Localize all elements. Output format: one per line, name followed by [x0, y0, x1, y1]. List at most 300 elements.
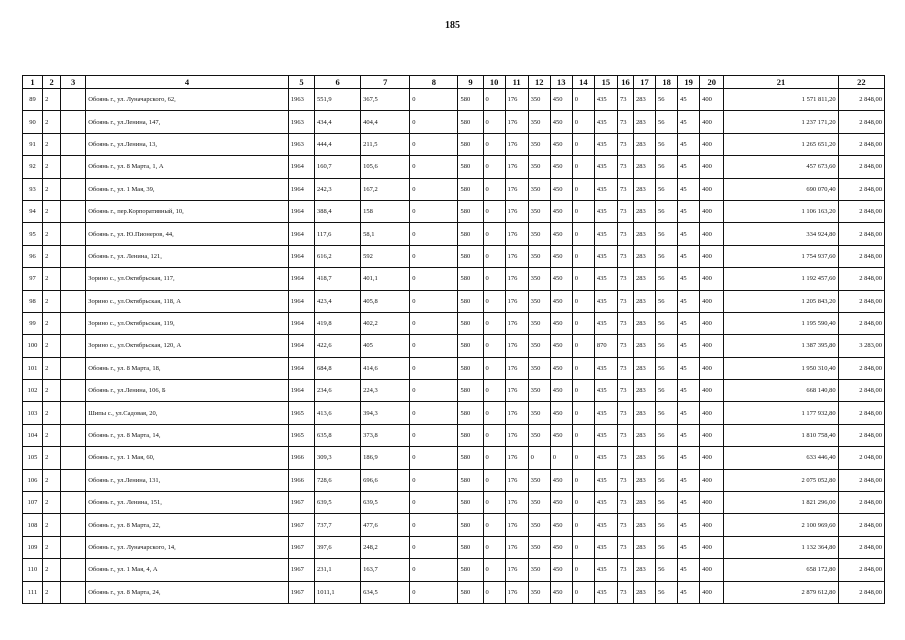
table-cell: 1 177 932,80	[724, 402, 838, 424]
table-cell: 176	[505, 89, 528, 111]
table-cell: 450	[550, 514, 572, 536]
table-cell: 450	[550, 380, 572, 402]
table-cell: 435	[594, 133, 617, 155]
table-cell: 737,7	[314, 514, 360, 536]
table-cell: 96	[23, 245, 43, 267]
table-row	[23, 156, 885, 178]
address-cell: Обоянь г., ул.Ленина, 147,	[86, 111, 289, 133]
table-cell: 2 848,00	[838, 469, 884, 491]
table-cell: 450	[550, 111, 572, 133]
table-cell: 435	[594, 559, 617, 581]
table-cell: 450	[550, 402, 572, 424]
table-cell: 2 075 052,80	[724, 469, 838, 491]
table-cell: 176	[505, 536, 528, 558]
address-cell: Обоянь г., ул. 1 Мая, 39,	[86, 178, 289, 200]
table-cell: 73	[617, 200, 633, 222]
table-cell: 435	[594, 290, 617, 312]
table-cell: 350	[528, 357, 550, 379]
table-cell: 1967	[288, 536, 314, 558]
table-cell: 400	[700, 469, 724, 491]
table-cell: 45	[678, 133, 700, 155]
table-cell: 2 848,00	[838, 290, 884, 312]
table-cell: 0	[483, 223, 505, 245]
table-cell: 111	[23, 581, 43, 603]
table-cell	[61, 312, 86, 334]
column-header-21: 21	[724, 76, 838, 89]
table-cell: 56	[656, 447, 678, 469]
table-cell: 1967	[288, 581, 314, 603]
table-cell: 400	[700, 335, 724, 357]
column-header-3: 3	[61, 76, 86, 89]
table-cell: 435	[594, 178, 617, 200]
table-cell: 99	[23, 312, 43, 334]
table-cell: 56	[656, 559, 678, 581]
table-cell: 234,6	[314, 380, 360, 402]
table-cell: 450	[550, 559, 572, 581]
table-row	[23, 111, 885, 133]
table-cell: 56	[656, 514, 678, 536]
address-cell: Обоянь г., ул. 8 Марта, 18,	[86, 357, 289, 379]
table-cell: 45	[678, 380, 700, 402]
table-cell: 106	[23, 469, 43, 491]
table-cell: 400	[700, 514, 724, 536]
table-cell: 350	[528, 290, 550, 312]
table-cell: 283	[633, 200, 655, 222]
table-cell: 56	[656, 89, 678, 111]
table-cell: 1967	[288, 559, 314, 581]
table-cell: 435	[594, 380, 617, 402]
table-cell: 176	[505, 200, 528, 222]
table-cell: 450	[550, 156, 572, 178]
table-row	[23, 559, 885, 581]
table-cell: 423,4	[314, 290, 360, 312]
table-cell: 435	[594, 447, 617, 469]
table-cell: 2 848,00	[838, 424, 884, 446]
table-cell: 0	[528, 447, 550, 469]
table-cell	[61, 581, 86, 603]
table-cell: 658 172,80	[724, 559, 838, 581]
table-cell: 2 848,00	[838, 223, 884, 245]
table-cell: 400	[700, 223, 724, 245]
table-cell: 73	[617, 156, 633, 178]
table-cell: 1966	[288, 469, 314, 491]
table-cell: 2	[43, 133, 61, 155]
table-cell: 1964	[288, 223, 314, 245]
table-cell: 0	[410, 447, 458, 469]
table-cell: 400	[700, 200, 724, 222]
table-cell: 580	[458, 312, 483, 334]
table-cell: 0	[410, 268, 458, 290]
table-cell: 0	[410, 514, 458, 536]
table-cell: 248,2	[361, 536, 410, 558]
table-row	[23, 402, 885, 424]
address-cell: Обоянь г., ул. 8 Марта, 22,	[86, 514, 289, 536]
table-cell: 0	[410, 223, 458, 245]
table-cell: 0	[483, 559, 505, 581]
table-cell: 73	[617, 111, 633, 133]
table-cell: 0	[410, 380, 458, 402]
table-cell: 450	[550, 245, 572, 267]
table-cell: 580	[458, 111, 483, 133]
table-cell: 400	[700, 178, 724, 200]
table-cell: 0	[483, 133, 505, 155]
table-cell: 350	[528, 133, 550, 155]
table-cell: 394,3	[361, 402, 410, 424]
table-cell: 45	[678, 245, 700, 267]
table-cell: 283	[633, 447, 655, 469]
table-cell: 176	[505, 581, 528, 603]
column-header-19: 19	[678, 76, 700, 89]
table-cell: 435	[594, 536, 617, 558]
table-cell: 1 754 937,60	[724, 245, 838, 267]
table-cell: 728,6	[314, 469, 360, 491]
table-cell: 435	[594, 156, 617, 178]
table-cell: 0	[572, 268, 594, 290]
column-header-20: 20	[700, 76, 724, 89]
table-cell: 0	[410, 581, 458, 603]
table-cell: 0	[410, 335, 458, 357]
table-cell	[61, 559, 86, 581]
address-cell: Обоянь г., ул. 8 Марта, 1, А	[86, 156, 289, 178]
table-cell: 2	[43, 402, 61, 424]
table-cell: 102	[23, 380, 43, 402]
column-header-17: 17	[633, 76, 655, 89]
table-cell: 1964	[288, 312, 314, 334]
table-cell: 45	[678, 536, 700, 558]
table-cell: 435	[594, 245, 617, 267]
table-cell: 2	[43, 492, 61, 514]
data-table	[22, 75, 885, 604]
table-cell: 73	[617, 447, 633, 469]
table-cell: 160,7	[314, 156, 360, 178]
table-cell: 0	[572, 312, 594, 334]
table-cell: 435	[594, 268, 617, 290]
table-cell: 2 848,00	[838, 89, 884, 111]
table-cell: 444,4	[314, 133, 360, 155]
table-cell: 231,1	[314, 559, 360, 581]
table-cell: 45	[678, 581, 700, 603]
table-cell: 73	[617, 581, 633, 603]
table-cell: 2	[43, 200, 61, 222]
table-cell: 580	[458, 200, 483, 222]
table-cell: 350	[528, 380, 550, 402]
table-cell: 1 950 310,40	[724, 357, 838, 379]
column-header-8: 8	[410, 76, 458, 89]
table-cell: 176	[505, 312, 528, 334]
table-cell: 0	[483, 111, 505, 133]
table-cell: 435	[594, 357, 617, 379]
table-cell: 73	[617, 402, 633, 424]
table-row	[23, 223, 885, 245]
table-cell: 3 283,00	[838, 335, 884, 357]
table-cell: 2	[43, 312, 61, 334]
table-cell: 2 848,00	[838, 245, 884, 267]
address-cell: Обоянь г., ул. 1 Мая, 60,	[86, 447, 289, 469]
table-cell: 56	[656, 223, 678, 245]
table-cell: 2	[43, 223, 61, 245]
table-cell: 0	[483, 178, 505, 200]
table-cell: 117,6	[314, 223, 360, 245]
table-cell: 283	[633, 245, 655, 267]
table-cell: 1 106 163,20	[724, 200, 838, 222]
table-cell	[61, 223, 86, 245]
table-cell: 435	[594, 581, 617, 603]
table-cell: 696,6	[361, 469, 410, 491]
table-cell: 283	[633, 133, 655, 155]
table-row	[23, 357, 885, 379]
table-cell: 176	[505, 402, 528, 424]
table-cell: 0	[572, 536, 594, 558]
table-cell: 400	[700, 133, 724, 155]
column-header-11: 11	[505, 76, 528, 89]
table-cell	[61, 245, 86, 267]
table-cell: 1 132 364,80	[724, 536, 838, 558]
table-cell: 45	[678, 402, 700, 424]
table-cell: 0	[410, 536, 458, 558]
table-cell: 0	[483, 536, 505, 558]
address-cell: Обоянь г., ул.Ленина, 131,	[86, 469, 289, 491]
address-cell: Обоянь г., ул. Ю.Пионеров, 44,	[86, 223, 289, 245]
table-cell: 0	[572, 111, 594, 133]
table-cell: 0	[572, 581, 594, 603]
table-cell: 2	[43, 514, 61, 536]
table-cell: 435	[594, 402, 617, 424]
table-cell: 2	[43, 268, 61, 290]
table-cell: 350	[528, 156, 550, 178]
table-cell: 56	[656, 268, 678, 290]
table-cell: 350	[528, 111, 550, 133]
table-cell: 0	[483, 290, 505, 312]
table-cell: 690 070,40	[724, 178, 838, 200]
table-cell: 450	[550, 89, 572, 111]
table-cell: 0	[483, 492, 505, 514]
column-header-22: 22	[838, 76, 884, 89]
table-cell: 309,3	[314, 447, 360, 469]
column-header-1: 1	[23, 76, 43, 89]
table-cell	[61, 380, 86, 402]
table-cell: 580	[458, 469, 483, 491]
table-cell: 616,2	[314, 245, 360, 267]
table-cell: 73	[617, 178, 633, 200]
table-cell: 450	[550, 290, 572, 312]
table-cell: 90	[23, 111, 43, 133]
address-cell: Обоянь г., ул.Ленина, 106, Б	[86, 380, 289, 402]
table-cell: 45	[678, 559, 700, 581]
table-cell: 283	[633, 559, 655, 581]
table-cell: 400	[700, 447, 724, 469]
table-cell: 0	[572, 380, 594, 402]
table-cell: 0	[410, 178, 458, 200]
table-cell: 350	[528, 268, 550, 290]
table-cell: 0	[410, 559, 458, 581]
table-cell: 56	[656, 424, 678, 446]
table-cell: 633 446,40	[724, 447, 838, 469]
table-cell: 401,1	[361, 268, 410, 290]
table-cell: 0	[483, 402, 505, 424]
table-cell: 350	[528, 424, 550, 446]
table-cell: 435	[594, 469, 617, 491]
table-cell: 580	[458, 447, 483, 469]
table-cell: 450	[550, 335, 572, 357]
table-cell: 2	[43, 581, 61, 603]
table-cell: 400	[700, 402, 724, 424]
table-cell: 45	[678, 223, 700, 245]
table-cell: 0	[572, 492, 594, 514]
table-cell: 45	[678, 89, 700, 111]
table-cell: 176	[505, 559, 528, 581]
table-cell: 45	[678, 178, 700, 200]
table-cell: 56	[656, 536, 678, 558]
address-cell: Обоянь г., ул. 8 Марта, 14,	[86, 424, 289, 446]
table-cell: 283	[633, 290, 655, 312]
table-cell: 45	[678, 335, 700, 357]
table-cell: 56	[656, 357, 678, 379]
table-row	[23, 268, 885, 290]
address-cell: Зорино с., ул.Октябрьская, 118, А	[86, 290, 289, 312]
table-cell: 435	[594, 312, 617, 334]
table-cell: 0	[572, 156, 594, 178]
table-cell: 350	[528, 335, 550, 357]
table-cell: 211,5	[361, 133, 410, 155]
table-row	[23, 178, 885, 200]
table-cell: 397,6	[314, 536, 360, 558]
table-cell: 580	[458, 492, 483, 514]
table-cell: 186,9	[361, 447, 410, 469]
table-cell: 2 848,00	[838, 536, 884, 558]
table-cell: 1964	[288, 380, 314, 402]
table-cell: 0	[572, 290, 594, 312]
table-cell: 668 140,80	[724, 380, 838, 402]
table-cell: 176	[505, 133, 528, 155]
table-cell: 73	[617, 133, 633, 155]
table-cell: 0	[483, 424, 505, 446]
table-cell: 176	[505, 111, 528, 133]
table-cell: 1964	[288, 200, 314, 222]
table-cell: 450	[550, 581, 572, 603]
table-row	[23, 492, 885, 514]
header-row	[23, 76, 885, 89]
address-cell: Обоянь г., ул. Ленина, 151,	[86, 492, 289, 514]
table-cell: 350	[528, 89, 550, 111]
table-cell: 400	[700, 536, 724, 558]
table-cell: 56	[656, 245, 678, 267]
table-cell: 176	[505, 447, 528, 469]
table-cell: 97	[23, 268, 43, 290]
table-cell: 73	[617, 223, 633, 245]
table-cell: 1965	[288, 424, 314, 446]
table-cell: 45	[678, 290, 700, 312]
table-cell: 107	[23, 492, 43, 514]
column-header-16: 16	[617, 76, 633, 89]
table-cell: 283	[633, 536, 655, 558]
table-cell: 2 848,00	[838, 492, 884, 514]
table-cell: 1964	[288, 268, 314, 290]
address-cell: Обоянь г., ул.Ленина, 13,	[86, 133, 289, 155]
table-cell: 73	[617, 312, 633, 334]
table-cell: 283	[633, 89, 655, 111]
table-cell: 56	[656, 380, 678, 402]
address-cell: Обоянь г., ул. 1 Мая, 4, А	[86, 559, 289, 581]
table-row	[23, 469, 885, 491]
column-header-15: 15	[594, 76, 617, 89]
table-cell: 0	[410, 156, 458, 178]
table-cell: 56	[656, 335, 678, 357]
table-cell: 176	[505, 290, 528, 312]
table-cell: 0	[572, 223, 594, 245]
table-cell: 580	[458, 335, 483, 357]
table-cell: 450	[550, 357, 572, 379]
table-cell: 2	[43, 559, 61, 581]
table-cell: 0	[483, 514, 505, 536]
table-cell: 283	[633, 223, 655, 245]
table-cell: 414,6	[361, 357, 410, 379]
table-cell: 73	[617, 469, 633, 491]
table-cell: 400	[700, 357, 724, 379]
table-cell: 1964	[288, 335, 314, 357]
table-cell: 400	[700, 89, 724, 111]
table-cell: 350	[528, 514, 550, 536]
table-cell: 73	[617, 514, 633, 536]
table-cell: 350	[528, 402, 550, 424]
table-cell	[61, 514, 86, 536]
table-cell: 176	[505, 223, 528, 245]
table-cell: 350	[528, 223, 550, 245]
table-cell: 592	[361, 245, 410, 267]
table-cell: 388,4	[314, 200, 360, 222]
table-cell: 1964	[288, 357, 314, 379]
table-cell: 400	[700, 424, 724, 446]
table-cell: 0	[572, 89, 594, 111]
table-cell: 45	[678, 447, 700, 469]
table-cell: 580	[458, 380, 483, 402]
table-cell: 101	[23, 357, 43, 379]
column-header-2: 2	[43, 76, 61, 89]
address-cell: Обоянь г., ул. Ленина, 121,	[86, 245, 289, 267]
column-header-7: 7	[361, 76, 410, 89]
table-cell: 110	[23, 559, 43, 581]
table-cell: 105	[23, 447, 43, 469]
table-cell: 0	[572, 357, 594, 379]
column-header-9: 9	[458, 76, 483, 89]
table-cell: 45	[678, 111, 700, 133]
table-cell: 400	[700, 111, 724, 133]
table-cell: 105,6	[361, 156, 410, 178]
table-cell: 350	[528, 559, 550, 581]
table-cell: 435	[594, 223, 617, 245]
table-row	[23, 581, 885, 603]
table-cell: 477,6	[361, 514, 410, 536]
table-cell: 551,9	[314, 89, 360, 111]
table-cell: 0	[550, 447, 572, 469]
table-row	[23, 380, 885, 402]
table-cell: 405	[361, 335, 410, 357]
table-cell: 73	[617, 268, 633, 290]
table-cell	[61, 447, 86, 469]
table-cell: 1964	[288, 245, 314, 267]
table-cell: 2 848,00	[838, 156, 884, 178]
table-cell: 56	[656, 178, 678, 200]
table-cell: 283	[633, 492, 655, 514]
table-cell: 56	[656, 492, 678, 514]
table-cell: 1 205 843,20	[724, 290, 838, 312]
address-cell: Обоянь г., ул. 8 Марта, 24,	[86, 581, 289, 603]
table-cell: 580	[458, 402, 483, 424]
table-cell: 400	[700, 245, 724, 267]
table-cell: 400	[700, 156, 724, 178]
table-cell: 684,8	[314, 357, 360, 379]
table-cell: 2	[43, 335, 61, 357]
table-cell: 0	[410, 312, 458, 334]
